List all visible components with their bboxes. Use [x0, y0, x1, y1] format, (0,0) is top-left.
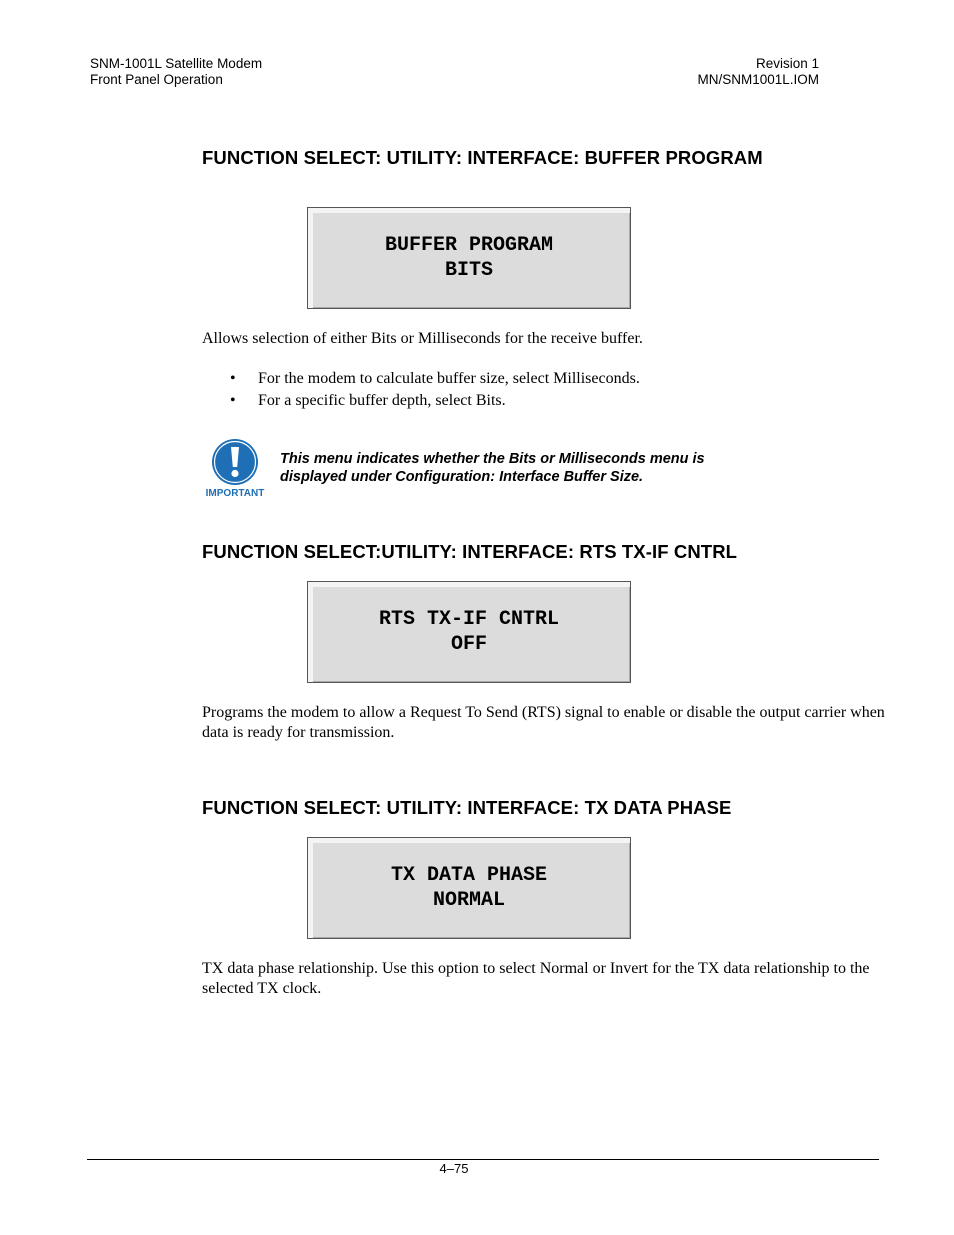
- lcd-display-buffer-program: [307, 207, 631, 309]
- header-left: [90, 56, 262, 88]
- footer-divider: [87, 1159, 879, 1160]
- section-title-rts-txif-cntrl: FUNCTION SELECT:UTILITY: INTERFACE: RTS TX-IF CNTRL: [202, 541, 738, 562]
- lcd-line2: BITS: [444, 259, 493, 282]
- list-item: • For the modem to calculate buffer size, select Milliseconds.: [230, 368, 640, 390]
- section-title-buffer-program: FUNCTION SELECT: UTILITY: INTERFACE: BUFFER PROGRAM: [202, 147, 763, 168]
- lcd-display-tx-data-phase: [307, 837, 631, 939]
- important-note-line1: This menu indicates whether the Bits or Milliseconds menu is: [280, 451, 705, 467]
- important-note: [280, 450, 800, 486]
- list-item: • For a specific buffer depth, select Bits.: [230, 390, 640, 412]
- lcd-line2: NORMAL: [432, 889, 505, 912]
- important-icon: [202, 438, 270, 500]
- bullet-list: [230, 368, 640, 412]
- lcd-line2: OFF: [450, 633, 487, 656]
- important-label: IMPORTANT: [205, 488, 265, 499]
- lcd-line1: BUFFER PROGRAM: [384, 234, 554, 257]
- lcd-line1: RTS TX-IF CNTRL: [378, 608, 560, 631]
- lcd-line1: TX DATA PHASE: [390, 864, 548, 887]
- body-text-buffer-program: Allows selection of either Bits or Milliseconds for the receive buffer.: [202, 330, 643, 347]
- page-number: 4–75: [439, 1161, 469, 1176]
- body-text-rts-txif-cntrl: Programs the modem to allow a Request To Send (RTS) signal to enable or disable the output carrier when data is ready for transmission.: [202, 704, 885, 741]
- body-text-tx-data-phase: TX data phase relationship. Use this option to select Normal or Invert for the TX data relationship to the selected TX clock.: [202, 960, 870, 997]
- header-revision: Revision 1: [755, 56, 819, 71]
- lcd-display-rts-txif-cntrl: [307, 581, 631, 683]
- important-note-line2: displayed under Configuration: Interface Buffer Size.: [280, 469, 644, 485]
- section-title-tx-data-phase: FUNCTION SELECT: UTILITY: INTERFACE: TX DATA PHASE: [202, 797, 732, 818]
- header-doc-title: SNM-1001L Satellite Modem: [90, 56, 263, 71]
- header-right: [697, 56, 819, 88]
- header-chapter: Front Panel Operation: [90, 72, 223, 87]
- header-doc-number: MN/SNM1001L.IOM: [697, 72, 819, 87]
